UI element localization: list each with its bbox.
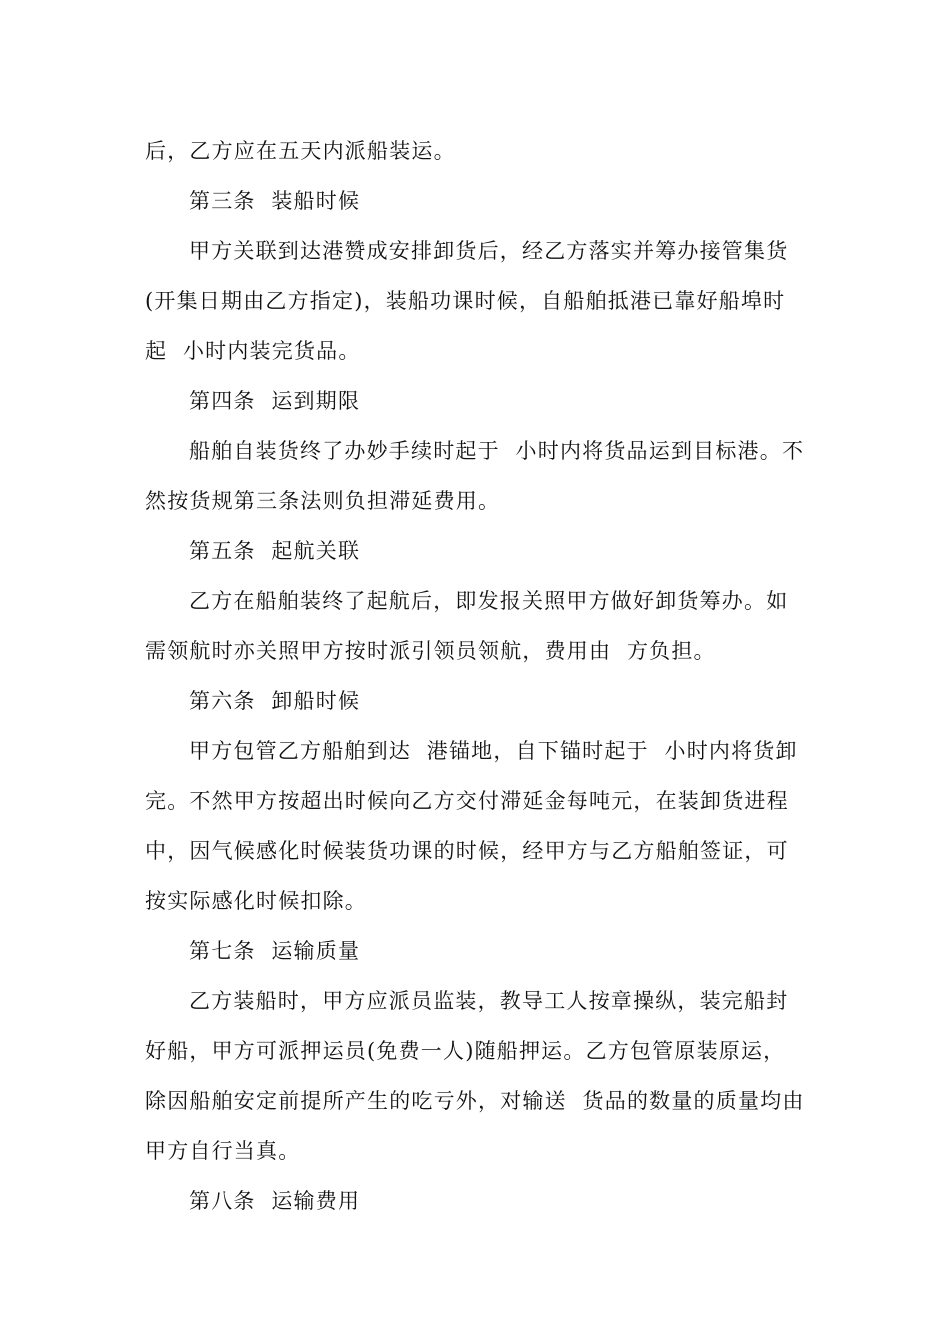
paragraph-first-line: 乙方在船舶装终了起航后，即发报关照甲方做好卸货筹办。如 <box>189 589 789 613</box>
body-text-line: (开集日期由乙方指定)，装船功课时候，自船舶抵港已靠好船埠时 <box>145 289 786 313</box>
article-heading: 第七条 运输质量 <box>189 939 361 963</box>
article-heading: 第四条 运到期限 <box>189 389 361 413</box>
body-text-line: 起 小时内装完货品。 <box>145 339 361 363</box>
article-heading: 第六条 卸船时候 <box>189 689 361 713</box>
paragraph-first-line: 甲方关联到达港赞成安排卸货后，经乙方落实并筹办接管集货 <box>189 239 789 263</box>
body-text-line: 中，因气候感化时候装货功课的时候，经甲方与乙方船舶签证，可 <box>145 839 789 863</box>
article-heading: 第三条 装船时候 <box>189 189 361 213</box>
paragraph-first-line: 乙方装船时，甲方应派员监装，教导工人按章操纵，装完船封 <box>189 989 789 1013</box>
paragraph-first-line: 船舶自装货终了办妙手续时起于 小时内将货品运到目标港。不 <box>189 439 805 463</box>
paragraph-first-line: 甲方包管乙方船舶到达 港锚地，自下锚时起于 小时内将货卸 <box>189 739 798 763</box>
body-text-line: 好船，甲方可派押运员(免费一人)随船押运。乙方包管原装原运， <box>145 1039 786 1063</box>
article-heading: 第八条 运输费用 <box>189 1189 361 1213</box>
body-text-line: 需领航时亦关照甲方按时派引领员领航，费用由 方负担。 <box>145 639 716 663</box>
article-heading: 第五条 起航关联 <box>189 539 361 563</box>
body-text-line: 然按货规第三条法则负担滞延费用。 <box>145 489 501 513</box>
body-text-line: 甲方自行当真。 <box>145 1139 301 1163</box>
body-text-line: 除因船舶安定前提所产生的吃亏外，对输送 货品的数量的质量均由 <box>145 1089 805 1113</box>
body-text-line: 按实际感化时候扣除。 <box>145 889 367 913</box>
body-text-line: 后，乙方应在五天内派船装运。 <box>145 139 456 163</box>
body-text-line: 完。不然甲方按超出时候向乙方交付滞延金每吨元，在装卸货进程 <box>145 789 789 813</box>
